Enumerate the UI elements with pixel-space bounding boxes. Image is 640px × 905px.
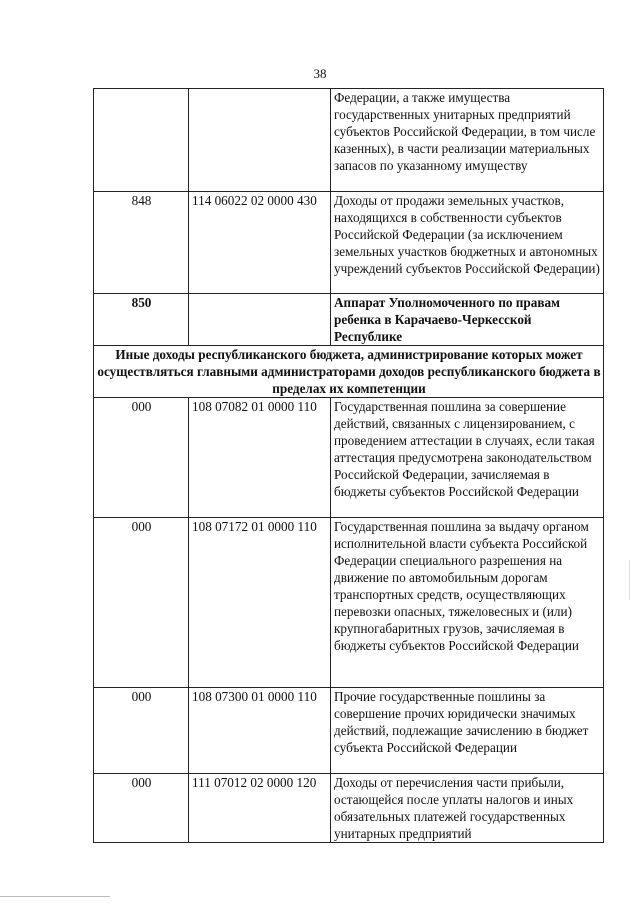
admin-code-cell: 848 bbox=[94, 192, 189, 294]
revenue-table bbox=[93, 88, 604, 843]
kbk-code-cell: 108 07300 01 0000 110 bbox=[189, 688, 331, 774]
kbk-code-cell bbox=[189, 294, 331, 346]
section-heading: Иные доходы республиканского бюджета, администрирование которых может осуществляться главными администраторами доходов республиканского бюджета в пределах их компетенции bbox=[94, 346, 604, 398]
kbk-code-cell: 111 07012 02 0000 120 bbox=[189, 774, 331, 843]
description-cell: Государственная пошлина за совершение действий, связанных с лицензированием, с проведением аттестации в случаях, если такая аттестация предусмотрена законодательством Российской Федерации, зачисляемая в бюджеты субъектов Российской Федерации bbox=[331, 398, 604, 518]
table-row bbox=[94, 774, 604, 843]
description-cell: Федерации, а также имущества государственных унитарных предприятий субъектов Российской Федерации, в том числе казенных), в части реализации материальных запасов по указанному имуществу bbox=[331, 89, 604, 192]
kbk-code-cell: 108 07172 01 0000 110 bbox=[189, 518, 331, 688]
table-row bbox=[94, 89, 604, 192]
scan-artifact bbox=[629, 560, 630, 600]
page-number: 38 bbox=[313, 66, 327, 81]
kbk-code-cell: 114 06022 02 0000 430 bbox=[189, 192, 331, 294]
admin-code-cell: 000 bbox=[94, 398, 189, 518]
admin-name-cell: Аппарат Уполномоченного по правам ребенка в Карачаево-Черкесской Республике bbox=[331, 294, 604, 346]
description-cell: Доходы от перечисления части прибыли, остающейся после уплаты налогов и иных обязательных платежей государственных унитарных предприятий bbox=[331, 774, 604, 843]
admin-code-cell: 000 bbox=[94, 518, 189, 688]
table-row bbox=[94, 294, 604, 346]
kbk-code-cell bbox=[189, 89, 331, 192]
table-row bbox=[94, 688, 604, 774]
table-row bbox=[94, 518, 604, 688]
section-row bbox=[94, 346, 604, 398]
admin-code-cell bbox=[94, 89, 189, 192]
description-cell: Доходы от продажи земельных участков, находящихся в собственности субъектов Российской Федерации (за исключением земельных участков бюджетных и автономных учреждений субъектов Российской Федерации) bbox=[331, 192, 604, 294]
kbk-code-cell: 108 07082 01 0000 110 bbox=[189, 398, 331, 518]
scan-artifact bbox=[0, 896, 110, 897]
admin-code-cell: 000 bbox=[94, 774, 189, 843]
table-row bbox=[94, 192, 604, 294]
admin-code-cell: 000 bbox=[94, 688, 189, 774]
admin-code-cell: 850 bbox=[94, 294, 189, 346]
description-cell: Прочие государственные пошлины за совершение прочих юридически значимых действий, подлежащие зачислению в бюджет субъекта Российской Федерации bbox=[331, 688, 604, 774]
table-row bbox=[94, 398, 604, 518]
description-cell: Государственная пошлина за выдачу органом исполнительной власти субъекта Российской Федерации специального разрешения на движение по автомобильным дорогам транспортных средств, осуществляющих перевозки опасных, тяжеловесных и (или) крупногабаритных грузов, зачисляемая в бюджеты субъектов Российской Федерации bbox=[331, 518, 604, 688]
